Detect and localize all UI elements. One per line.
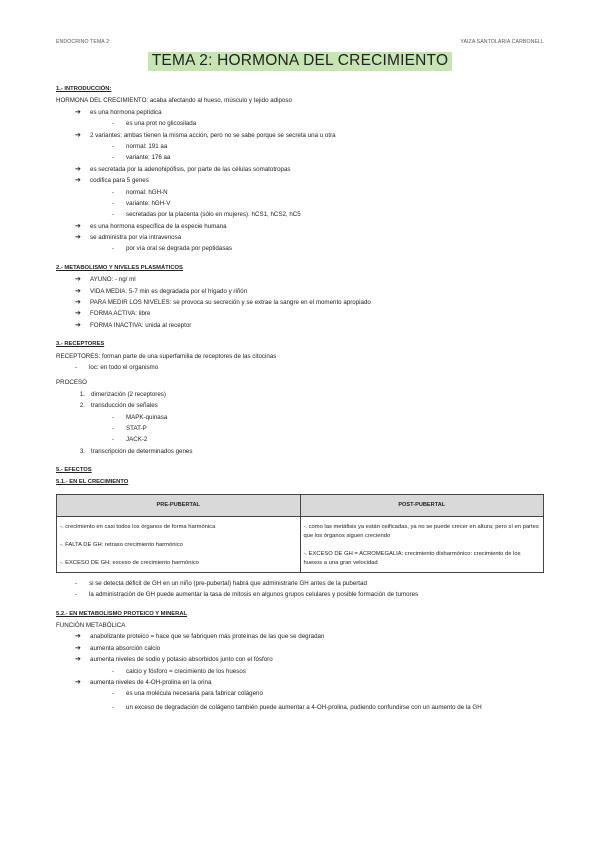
list-item: aumenta niveles de 4-OH-prolina en la orina xyxy=(90,678,212,686)
receptores-text: RECEPTORES: forman parte de una superfamilia de receptores de las citocinas xyxy=(56,352,277,360)
list-item: dimerización (2 receptores) xyxy=(91,390,166,398)
arrow-icon: ➔ xyxy=(75,222,81,230)
dash-icon: - xyxy=(112,424,115,432)
dash-icon: - xyxy=(75,591,78,599)
list-item: variante: hGH-V xyxy=(126,199,171,207)
list-item: es una prot no glicosilada xyxy=(126,120,197,128)
step-number: 2. xyxy=(79,402,85,410)
list-item: es una hormona peptídica xyxy=(90,108,162,116)
page-header xyxy=(56,40,544,45)
arrow-icon: ➔ xyxy=(75,321,81,329)
list-item: la administración de GH puede aumentar la tasa de mitosis en algunos grupos celulares y posible formación de tumores xyxy=(89,591,419,599)
dash-icon: - xyxy=(112,211,115,219)
dash-icon: - xyxy=(112,703,115,711)
list-item: se administra por vía intravenosa xyxy=(90,234,182,242)
table-header-pre-pubertal: PRE-PUBERTAL xyxy=(57,494,301,516)
section-heading-receptores: 3.- RECEPTORES xyxy=(56,341,105,348)
list-item: variante: 176 aa xyxy=(126,154,171,162)
list-item: MAPK-quinasa xyxy=(126,413,168,421)
list-item: aumenta absorción calcio xyxy=(90,644,161,652)
intro-text: HORMONA DEL CRECIMIENTO: acaba afectando al hueso, músculo y tejido adiposo xyxy=(56,97,292,105)
arrow-icon: ➔ xyxy=(75,177,81,185)
dash-icon: - xyxy=(112,690,115,698)
dash-icon: - xyxy=(75,363,78,371)
list-item: STAT-P xyxy=(126,424,147,432)
step-number: 3. xyxy=(79,447,85,455)
step-number: 1. xyxy=(79,390,85,398)
arrow-icon: ➔ xyxy=(75,276,81,284)
list-item: normal: hGH-N xyxy=(126,188,168,196)
dash-icon: - xyxy=(112,120,115,128)
funcion-metabolica-label: FUNCIÓN METABÓLICA xyxy=(56,622,126,630)
dash-icon: - xyxy=(112,667,115,675)
list-item: PARA MEDIR LOS NIVELES: se provoca su secreción y se extrae la sangre en el momento apropiado xyxy=(90,299,371,307)
list-item: normal: 191 aa xyxy=(126,142,168,150)
arrow-icon: ➔ xyxy=(75,234,81,242)
dash-icon: - xyxy=(112,199,115,207)
title-container xyxy=(0,52,600,71)
list-item: VIDA MEDIA: 5-7 min es degradada por el hígado y riñón xyxy=(90,287,248,295)
arrow-icon: ➔ xyxy=(75,656,81,664)
list-item: FORMA INACTIVA: unida al receptor xyxy=(90,321,192,329)
arrow-icon: ➔ xyxy=(75,108,81,116)
list-item: JACK-2 xyxy=(126,436,148,444)
cell-paragraph: -. crecimiento en casi todos los órganos de forma harmónica xyxy=(60,523,216,530)
table-header-post-pubertal: POST-PUBERTAL xyxy=(300,494,544,516)
list-item: transducción de señales xyxy=(91,402,158,410)
arrow-icon: ➔ xyxy=(75,633,81,641)
list-item: aumenta niveles de sodio y potasio absorbidos junto con el fósforo xyxy=(90,656,273,664)
list-item: AYUNO: - ng/ ml xyxy=(90,276,136,284)
dash-icon: - xyxy=(112,154,115,162)
section-heading-introduccion: 1.- INTRODUCCIÓN: xyxy=(56,86,112,92)
cell-paragraph: -. como las metáfisis ya están osificadas, ya no se puede crecer en altura; pero sí en partes que los órganos siguen creciendo xyxy=(303,523,539,539)
list-item: anabolizante proteico = hace que se fabriquen más proteínas de las que se degradan xyxy=(90,633,325,641)
header-left: ENDOCRINO TEMA 2: xyxy=(56,39,111,45)
growth-effects-table xyxy=(56,494,544,573)
list-item: si se detecta déficit de GH en un niño (pre-pubertal) habrá que administrarle GH antes de la pubertad xyxy=(89,579,367,587)
section-heading-efectos: 5.- EFECTOS xyxy=(56,467,92,474)
dash-icon: - xyxy=(112,245,115,253)
section-heading-metabolismo: 2.- METABOLISMO Y NIVELES PLASMÁTICOS xyxy=(56,264,183,271)
arrow-icon: ➔ xyxy=(75,299,81,307)
dash-icon: - xyxy=(112,413,115,421)
cell-paragraph: -. EXCESO DE GH = ACROMEGALIA: crecimiento disharmónico: crecimiento de los huesos a una gran velocidad xyxy=(303,550,521,566)
subsection-heading-crecimiento: 5.1.- EN EL CRECIMIENTO xyxy=(56,478,129,485)
cell-paragraph: -. FALTA DE GH: retraso crecimiento harmónico xyxy=(60,541,183,548)
proceso-label: PROCESO xyxy=(56,379,87,387)
dash-icon: - xyxy=(112,188,115,196)
list-item: transcripción de determinados genes xyxy=(91,447,193,455)
list-item: codifica para 5 genes xyxy=(90,177,149,185)
table-row xyxy=(57,516,544,572)
list-item: es secretada por la adenohipófisis, por parte de las células somatotropas xyxy=(90,165,291,173)
list-item: FORMA ACTIVA: libre xyxy=(90,310,151,318)
list-item: por vía oral se degrada por peptidasas xyxy=(126,245,232,253)
list-item: loc: en todo el organismo xyxy=(89,363,159,371)
subsection-heading-metabolismo-proteico: 5.2.- EN METABOLISMO PROTEICO Y MINERAL xyxy=(56,610,188,617)
list-item: es una molécula necesaria para fabricar colágeno xyxy=(126,690,263,698)
list-item: secretadas por la placenta (sólo en mujeres). hCS1, hCS2, hC5 xyxy=(126,211,301,219)
table-cell-pre xyxy=(57,516,301,572)
arrow-icon: ➔ xyxy=(75,287,81,295)
arrow-icon: ➔ xyxy=(75,310,81,318)
page-title: TEMA 2: HORMONA DEL CRECIMIENTO xyxy=(148,52,452,71)
dash-icon: - xyxy=(112,142,115,150)
cell-paragraph: -. EXCESO DE GH: exceso de crecimiento harmónico xyxy=(60,559,199,566)
arrow-icon: ➔ xyxy=(75,131,81,139)
dash-icon: - xyxy=(112,436,115,444)
list-item: calcio y fósforo = crecimiento de los huesos xyxy=(126,667,246,675)
header-right: YAIZA SANTOLARIA CARBONELL xyxy=(460,39,544,45)
document-body xyxy=(56,87,544,712)
arrow-icon: ➔ xyxy=(75,678,81,686)
arrow-icon: ➔ xyxy=(75,165,81,173)
dash-icon: - xyxy=(75,579,78,587)
list-item: un exceso de degradación de colágeno también puede aumentar a 4-OH-prolina, pudiendo confundirse con un aumento de la GH xyxy=(126,703,482,711)
table-cell-post xyxy=(300,516,544,572)
list-item: 2 variantes: ambas tienen la misma acción, pero no se sabe porque se secreta una u otra xyxy=(90,131,336,139)
list-item: es una hormona específica de la especie humana xyxy=(90,222,227,230)
arrow-icon: ➔ xyxy=(75,644,81,652)
